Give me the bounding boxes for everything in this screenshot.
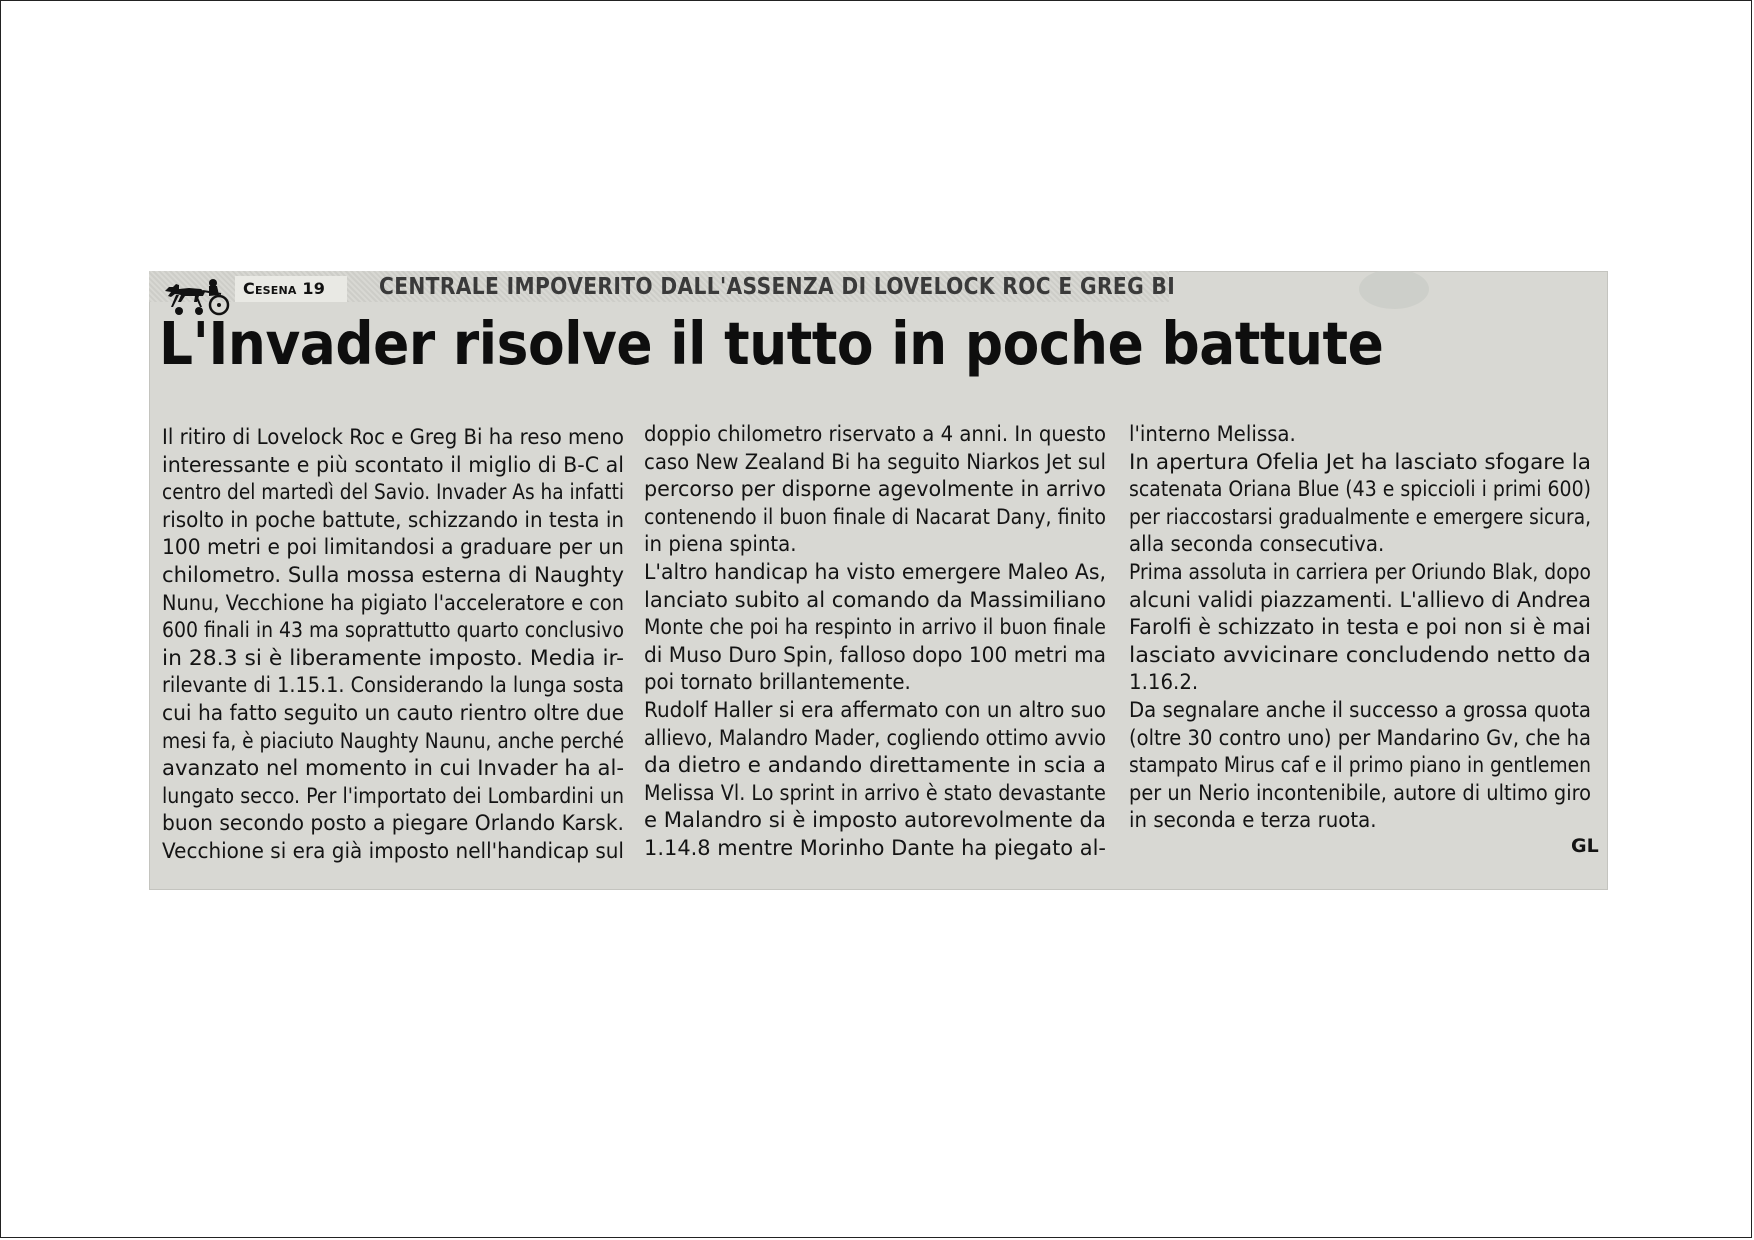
body-line: Rudolf Haller si era affermato con un altro suo <box>644 697 1106 723</box>
body-line: rilevante di 1.15.1. Considerando la lunga sosta <box>162 673 625 699</box>
body-line: allievo, Malandro Mader, cogliendo ottimo avvio <box>644 725 1106 751</box>
body-line: doppio chilometro riservato a 4 anni. In questo <box>644 422 1107 447</box>
body-line: avanzato nel momento in cui Invader ha al- <box>162 756 624 782</box>
body-line: lasciato avvicinare concludendo netto da <box>1129 642 1591 668</box>
body-line: 600 finali in 43 ma soprattutto quarto conclusivo <box>162 618 624 644</box>
article-column-1 <box>162 424 624 866</box>
body-line: in seconda e terza ruota. <box>1129 808 1377 834</box>
body-line: 1.16.2. <box>1129 670 1199 696</box>
newspaper-clipping <box>149 271 1608 890</box>
body-line: lanciato subito al comando da Massimiliano <box>644 587 1107 613</box>
body-line: Prima assoluta in carriera per Oriundo Blak, dopo <box>1129 559 1591 585</box>
author-signature: GL <box>1571 835 1599 857</box>
body-line: per un Nerio incontenibile, autore di ultimo giro <box>1129 780 1592 806</box>
body-line: da dietro e andando direttamente in scia a <box>644 753 1107 779</box>
article-column-2 <box>644 421 1106 863</box>
body-line: in piena spinta. <box>644 532 797 558</box>
body-line: e Malandro si è imposto autorevolmente da <box>644 808 1106 834</box>
body-line: L'altro handicap ha visto emergere Maleo As, <box>644 559 1107 585</box>
body-line: lungato secco. Per l'importato dei Lombardini un <box>162 783 625 809</box>
body-line: Il ritiro di Lovelock Roc e Greg Bi ha reso meno <box>162 425 624 450</box>
body-line: Farolfi è schizzato in testa e poi non si è mai <box>1129 615 1591 641</box>
body-line: percorso per disporne agevolmente in arrivo <box>644 477 1106 503</box>
body-line: 100 metri e poi limitandosi a graduare per un <box>162 535 624 561</box>
body-line: (oltre 30 contro uno) per Mandarino Gv, che ha <box>1129 725 1592 751</box>
section-tag: Cesena 19 <box>235 276 347 302</box>
body-line: In apertura Ofelia Jet ha lasciato sfogare la <box>1129 449 1592 475</box>
body-line: 1.14.8 mentre Morinho Dante ha piegato al- <box>644 835 1106 861</box>
article-kicker: CENTRALE IMPOVERITO DALL'ASSENZA DI LOVELOCK ROC E GREG BI <box>379 274 1176 300</box>
body-line: alcuni validi piazzamenti. L'allievo di Andrea <box>1129 587 1592 613</box>
body-line: interessante e più scontato il miglio di B-C al <box>162 452 625 478</box>
body-line: scatenata Oriana Blue (43 e spiccioli i primi 600) <box>1129 477 1591 503</box>
body-line: di Muso Duro Spin, falloso dopo 100 metri ma <box>644 642 1106 668</box>
bleed-through-mark <box>1359 271 1429 309</box>
body-line: Monte che poi ha respinto in arrivo il buon finale <box>644 615 1107 641</box>
body-line: Melissa Vl. Lo sprint in arrivo è stato devastante <box>644 780 1106 806</box>
body-line: mesi fa, è piaciuto Naughty Naunu, anche perché <box>162 728 624 754</box>
body-line: caso New Zealand Bi ha seguito Niarkos Jet sul <box>644 449 1107 475</box>
body-line: cui ha fatto seguito un cauto rientro oltre due <box>162 700 625 726</box>
article-column-3 <box>1129 421 1591 835</box>
body-line: in 28.3 si è liberamente imposto. Media ir- <box>162 645 625 671</box>
body-line: risolto in poche battute, schizzando in testa in <box>162 507 625 533</box>
article-headline: L'Invader risolve il tutto in poche battute <box>159 309 1384 378</box>
body-line: per riaccostarsi gradualmente e emergere sicura, <box>1129 504 1592 530</box>
body-line: alla seconda consecutiva. <box>1129 532 1385 558</box>
body-line: chilometro. Sulla mossa esterna di Naughty <box>162 562 625 588</box>
body-line: centro del martedì del Savio. Invader As ha infatti <box>162 480 625 506</box>
body-line: contenendo il buon finale di Nacarat Dany, finito <box>644 504 1106 530</box>
body-line: Vecchione si era già imposto nell'handicap sul <box>162 838 624 864</box>
body-line: Da segnalare anche il successo a grossa quota <box>1129 697 1592 723</box>
body-line: Nunu, Vecchione ha pigiato l'acceleratore e con <box>162 590 625 616</box>
body-line: l'interno Melissa. <box>1129 422 1296 447</box>
body-line: stampato Mirus caf e il primo piano in gentlemen <box>1129 753 1592 779</box>
body-line: buon secondo posto a piegare Orlando Karsk. <box>162 811 624 837</box>
body-line: poi tornato brillantemente. <box>644 670 911 696</box>
